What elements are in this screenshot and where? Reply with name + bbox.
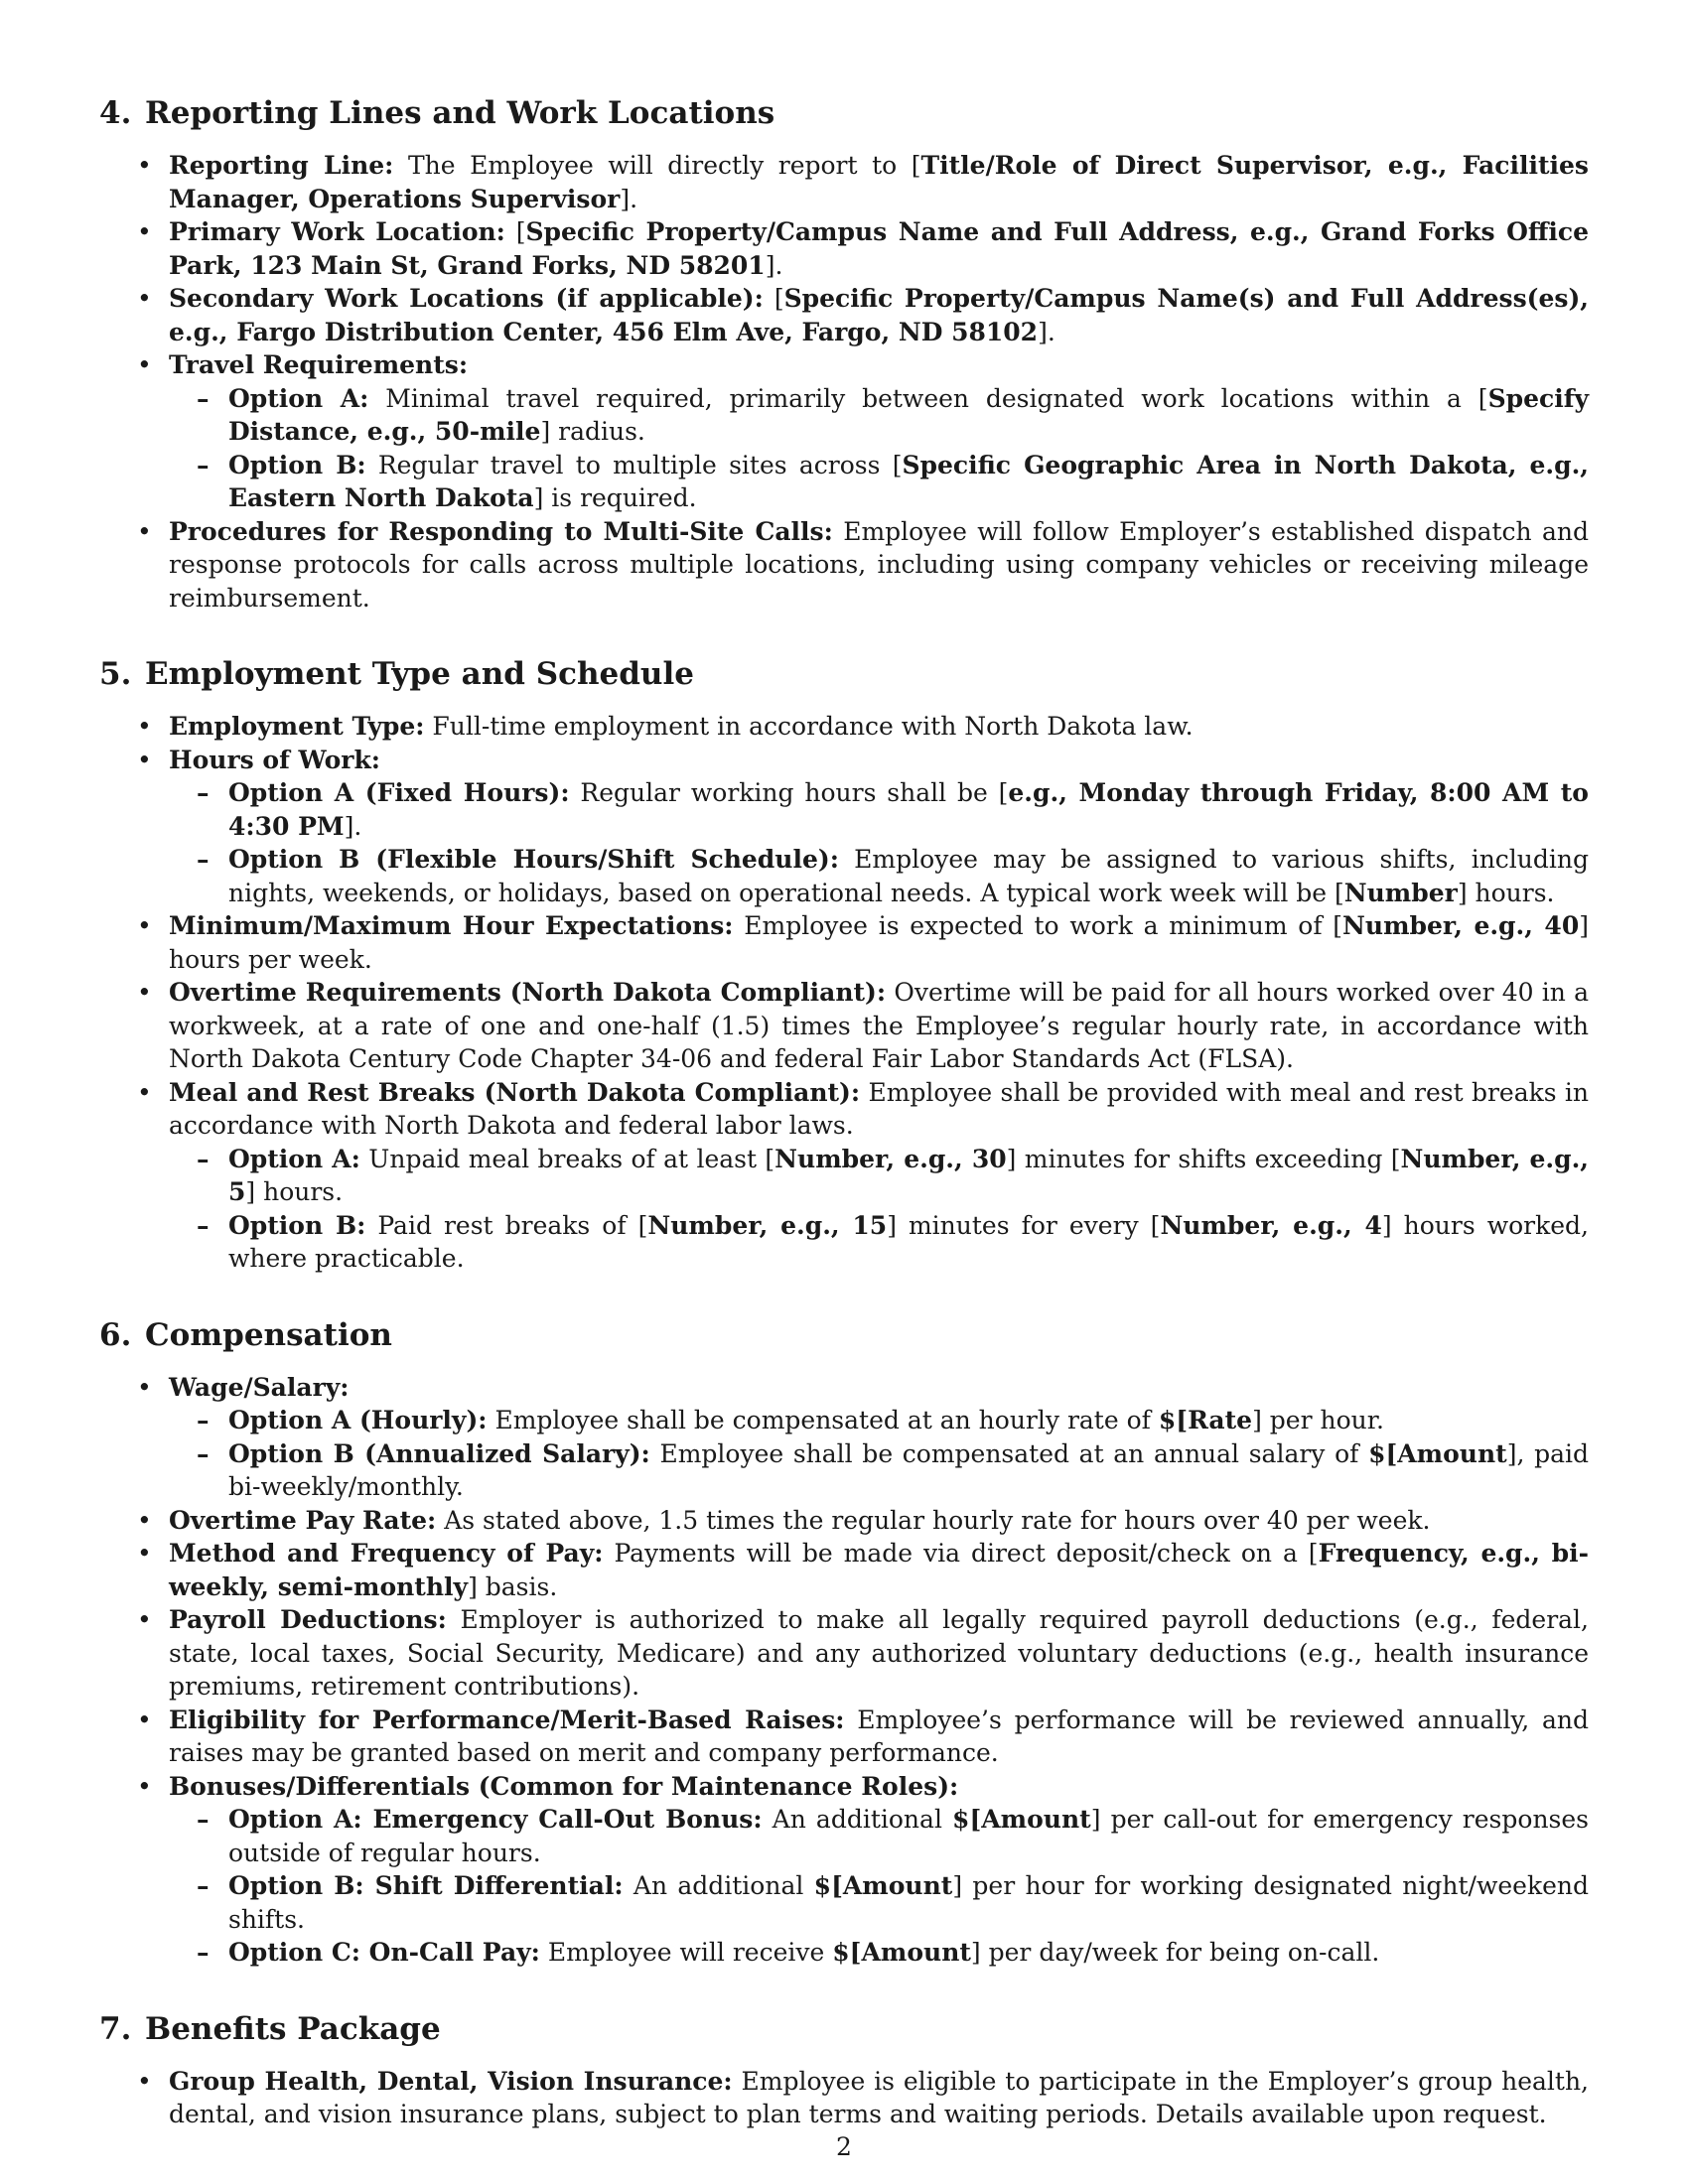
list-item-merit-raises bbox=[99, 1704, 1589, 1770]
option-text: An additional bbox=[762, 1805, 953, 1834]
sub-list bbox=[169, 1143, 1589, 1276]
sub-item-hours-option-a bbox=[169, 776, 1589, 843]
list-item-wage-salary bbox=[99, 1371, 1589, 1504]
option-placeholder: $[Amount bbox=[832, 1938, 971, 1967]
item-label: Meal and Rest Breaks (North Dakota Compliant): bbox=[169, 1077, 861, 1107]
section-title: Reporting Lines and Work Locations bbox=[145, 95, 775, 131]
list-item-multi-site-calls bbox=[99, 515, 1589, 615]
section-employment-type bbox=[99, 652, 1589, 1276]
item-label: Overtime Requirements (North Dakota Compliant): bbox=[169, 978, 887, 1007]
bullet-list bbox=[99, 710, 1589, 1276]
item-label: Eligibility for Performance/Merit-Based Raises: bbox=[169, 1705, 845, 1734]
item-label: Wage/Salary: bbox=[169, 1372, 350, 1402]
option-text: Employee shall be compensated at an annual salary of bbox=[649, 1438, 1369, 1468]
option-text: Minimal travel required, primarily between designated work locations within a [ bbox=[368, 383, 1488, 413]
sub-list bbox=[169, 382, 1589, 515]
item-placeholder: Frequency, e.g., bi-weekly, semi-monthly bbox=[169, 1539, 1589, 1601]
page-number: 2 bbox=[836, 2132, 852, 2161]
page-content bbox=[99, 91, 1589, 2169]
sub-item-hours-option-b bbox=[169, 843, 1589, 909]
option-text: Employee may be assigned to various shifts, including nights, weekends, or holidays, based on operational needs. A typical work week will be [ bbox=[228, 845, 1589, 907]
section-benefits bbox=[99, 2007, 1589, 2131]
option-label: Option A: bbox=[228, 383, 369, 413]
sub-item-bonus-option-b bbox=[169, 1869, 1589, 1936]
item-text: [ bbox=[504, 217, 526, 246]
list-item-meal-rest-breaks bbox=[99, 1076, 1589, 1276]
option-placeholder: $[Amount bbox=[952, 1805, 1091, 1834]
bullet-list bbox=[99, 1371, 1589, 1970]
option-label: Option A: Emergency Call-Out Bonus: bbox=[228, 1805, 763, 1834]
item-text: ] hours per week. bbox=[169, 911, 1589, 974]
option-placeholder: Number, e.g., 5 bbox=[228, 1144, 1590, 1206]
option-text: Employee will receive bbox=[539, 1938, 833, 1967]
item-text: Employee is eligible to participate in the Employer’s group health, dental, and vision insurance plans, subject to plan terms and waiting periods. Details available upon request. bbox=[169, 2066, 1589, 2128]
section-title: Compensation bbox=[145, 1316, 392, 1353]
item-text: [ bbox=[763, 284, 784, 313]
item-text: Payments will be made via direct deposit/check on a [ bbox=[603, 1539, 1319, 1568]
item-text: Employee will follow Employer’s established dispatch and response protocols for calls across multiple locations, including using company vehicles or receiving mileage reimbursement. bbox=[169, 516, 1590, 613]
item-label: Overtime Pay Rate: bbox=[169, 1505, 437, 1535]
option-text: ] per day/week for being on-call. bbox=[970, 1938, 1380, 1967]
sub-item-travel-option-b bbox=[169, 449, 1589, 515]
option-text: ] hours. bbox=[245, 1177, 344, 1206]
sub-item-bonus-option-c bbox=[169, 1936, 1589, 1970]
option-placeholder: $[Rate bbox=[1158, 1406, 1253, 1434]
list-item-payroll-deductions bbox=[99, 1603, 1589, 1704]
option-label: Option A (Fixed Hours): bbox=[228, 778, 570, 807]
option-text: Paid rest breaks of [ bbox=[365, 1210, 648, 1240]
section-heading bbox=[99, 1313, 1589, 1357]
sub-item-break-option-a bbox=[169, 1143, 1589, 1209]
option-text: ] hours. bbox=[1457, 878, 1555, 907]
option-placeholder: Number, e.g., 30 bbox=[774, 1144, 1007, 1173]
item-label: Group Health, Dental, Vision Insurance: bbox=[169, 2066, 733, 2096]
item-placeholder: Specific Property/Campus Name(s) and Full Address(es), e.g., Fargo Distribution Center, 456 Elm Ave, Fargo, ND 58102 bbox=[169, 284, 1590, 346]
option-label: Option A (Hourly): bbox=[228, 1406, 488, 1434]
option-placeholder: Number bbox=[1343, 878, 1458, 907]
list-item-primary-location bbox=[99, 215, 1589, 282]
option-label: Option B: bbox=[228, 1210, 366, 1240]
item-label: Payroll Deductions: bbox=[169, 1605, 447, 1634]
item-placeholder: Specific Property/Campus Name and Full Address, e.g., Grand Forks Office Park, 123 Main St, Grand Forks, ND 58201 bbox=[169, 217, 1589, 280]
option-text: Employee shall be compensated at an hourly rate of bbox=[487, 1406, 1159, 1434]
option-text: ]. bbox=[344, 811, 362, 841]
item-label: Secondary Work Locations (if applicable): bbox=[169, 284, 764, 313]
item-label: Hours of Work: bbox=[169, 745, 380, 774]
option-text: Unpaid meal breaks of at least [ bbox=[359, 1144, 775, 1173]
item-text: ]. bbox=[620, 184, 638, 213]
sub-item-travel-option-a bbox=[169, 382, 1589, 449]
option-text: Regular travel to multiple sites across [ bbox=[365, 450, 903, 479]
option-text: ] is required. bbox=[533, 483, 697, 512]
bullet-list bbox=[99, 2065, 1589, 2131]
section-title: Employment Type and Schedule bbox=[145, 656, 694, 692]
item-text: Employer is authorized to make all legally required payroll deductions (e.g., federal, state, local taxes, Social Security, Medicare) and any authorized voluntary deductions (e.g., health insurance premiums, retirement contributions). bbox=[169, 1605, 1589, 1701]
item-text: Full-time employment in accordance with North Dakota law. bbox=[424, 712, 1194, 741]
option-label: Option C: On-Call Pay: bbox=[228, 1938, 540, 1967]
option-text: An additional bbox=[623, 1871, 814, 1900]
sub-item-wage-option-b bbox=[169, 1437, 1589, 1504]
item-text: ] basis. bbox=[468, 1571, 558, 1601]
list-item-overtime-pay-rate bbox=[99, 1504, 1589, 1538]
option-placeholder: Specify Distance, e.g., 50-mile bbox=[228, 383, 1590, 446]
option-text: ] minutes for shifts exceeding [ bbox=[1006, 1144, 1401, 1173]
item-text: Employee is expected to work a minimum of [ bbox=[733, 911, 1343, 940]
option-placeholder: Specific Geographic Area in North Dakota, e.g., Eastern North Dakota bbox=[228, 450, 1589, 512]
list-item-bonuses bbox=[99, 1770, 1589, 1970]
section-compensation bbox=[99, 1313, 1589, 1970]
option-placeholder: Number, e.g., 4 bbox=[1160, 1210, 1382, 1240]
option-text: ] per call-out for emergency responses outside of regular hours. bbox=[228, 1805, 1589, 1867]
item-text: Overtime will be paid for all hours worked over 40 in a workweek, at a rate of one and one-half (1.5) times the Employee’s regular hourly rate, in accordance with North Dakota Century Code Chapter 34-06 and federal Fair Labor Standards Act (FLSA). bbox=[169, 978, 1589, 1073]
option-placeholder: $[Amount bbox=[813, 1871, 953, 1900]
item-label: Procedures for Responding to Multi-Site Calls: bbox=[169, 516, 833, 546]
item-placeholder: Title/Role of Direct Supervisor, e.g., Facilities Manager, Operations Supervisor bbox=[169, 151, 1589, 213]
section-number: 7. bbox=[99, 2010, 132, 2047]
sub-item-break-option-b bbox=[169, 1209, 1589, 1276]
section-heading bbox=[99, 2007, 1589, 2051]
option-text: ] hours worked, where practicable. bbox=[228, 1210, 1590, 1273]
list-item-reporting-line bbox=[99, 149, 1589, 215]
list-item-min-max-hours bbox=[99, 909, 1589, 976]
option-text: ] per hour for working designated night/weekend shifts. bbox=[228, 1871, 1589, 1934]
option-label: Option B (Annualized Salary): bbox=[228, 1438, 650, 1468]
list-item-travel-requirements bbox=[99, 348, 1589, 515]
option-text: ], paid bi-weekly/monthly. bbox=[228, 1438, 1589, 1501]
section-title: Benefits Package bbox=[145, 2010, 441, 2047]
item-label: Method and Frequency of Pay: bbox=[169, 1539, 604, 1568]
option-placeholder: e.g., Monday through Friday, 8:00 AM to 4:30 PM bbox=[228, 778, 1589, 841]
list-item-pay-method bbox=[99, 1537, 1589, 1603]
bullet-list bbox=[99, 149, 1589, 614]
section-reporting-lines bbox=[99, 91, 1589, 614]
section-heading bbox=[99, 91, 1589, 135]
sub-list bbox=[169, 1404, 1589, 1504]
item-text: The Employee will directly report to [ bbox=[393, 151, 921, 180]
option-text: ] minutes for every [ bbox=[887, 1210, 1161, 1240]
sub-item-bonus-option-a bbox=[169, 1803, 1589, 1869]
sub-list bbox=[169, 1803, 1589, 1970]
section-number: 5. bbox=[99, 656, 132, 692]
item-label: Reporting Line: bbox=[169, 151, 394, 180]
item-text: ]. bbox=[1038, 317, 1055, 346]
option-label: Option A: bbox=[228, 1144, 360, 1173]
item-text: As stated above, 1.5 times the regular hourly rate for hours over 40 per week. bbox=[436, 1505, 1431, 1535]
item-label: Employment Type: bbox=[169, 712, 425, 741]
section-number: 6. bbox=[99, 1316, 132, 1353]
item-label: Travel Requirements: bbox=[169, 350, 469, 379]
item-label: Bonuses/Differentials (Common for Maintenance Roles): bbox=[169, 1771, 959, 1801]
sub-list bbox=[169, 776, 1589, 909]
option-placeholder: $[Amount bbox=[1368, 1438, 1507, 1468]
option-text: ] per hour. bbox=[1252, 1406, 1384, 1434]
item-text: Employee shall be provided with meal and rest breaks in accordance with North Dakota and federal labor laws. bbox=[169, 1077, 1590, 1140]
list-item-insurance bbox=[99, 2065, 1589, 2131]
option-placeholder: Number, e.g., 15 bbox=[647, 1210, 888, 1240]
list-item-hours-of-work bbox=[99, 744, 1589, 910]
list-item-overtime-requirements bbox=[99, 976, 1589, 1076]
sub-item-wage-option-a bbox=[169, 1404, 1589, 1437]
item-label: Minimum/Maximum Hour Expectations: bbox=[169, 911, 734, 940]
option-label: Option B: Shift Differential: bbox=[228, 1871, 624, 1900]
list-item-secondary-locations bbox=[99, 282, 1589, 348]
list-item-employment-type bbox=[99, 710, 1589, 744]
option-label: Option B (Flexible Hours/Shift Schedule): bbox=[228, 845, 839, 874]
item-text: Employee’s performance will be reviewed annually, and raises may be granted based on merit and company performance. bbox=[169, 1705, 1589, 1767]
item-placeholder: Number, e.g., 40 bbox=[1342, 911, 1580, 940]
option-text: ] radius. bbox=[540, 417, 645, 446]
item-label: Primary Work Location: bbox=[169, 217, 505, 246]
option-text: Regular working hours shall be [ bbox=[569, 778, 1009, 807]
option-label: Option B: bbox=[228, 450, 366, 479]
section-heading bbox=[99, 652, 1589, 696]
section-number: 4. bbox=[99, 95, 132, 131]
item-text: ]. bbox=[765, 250, 783, 280]
